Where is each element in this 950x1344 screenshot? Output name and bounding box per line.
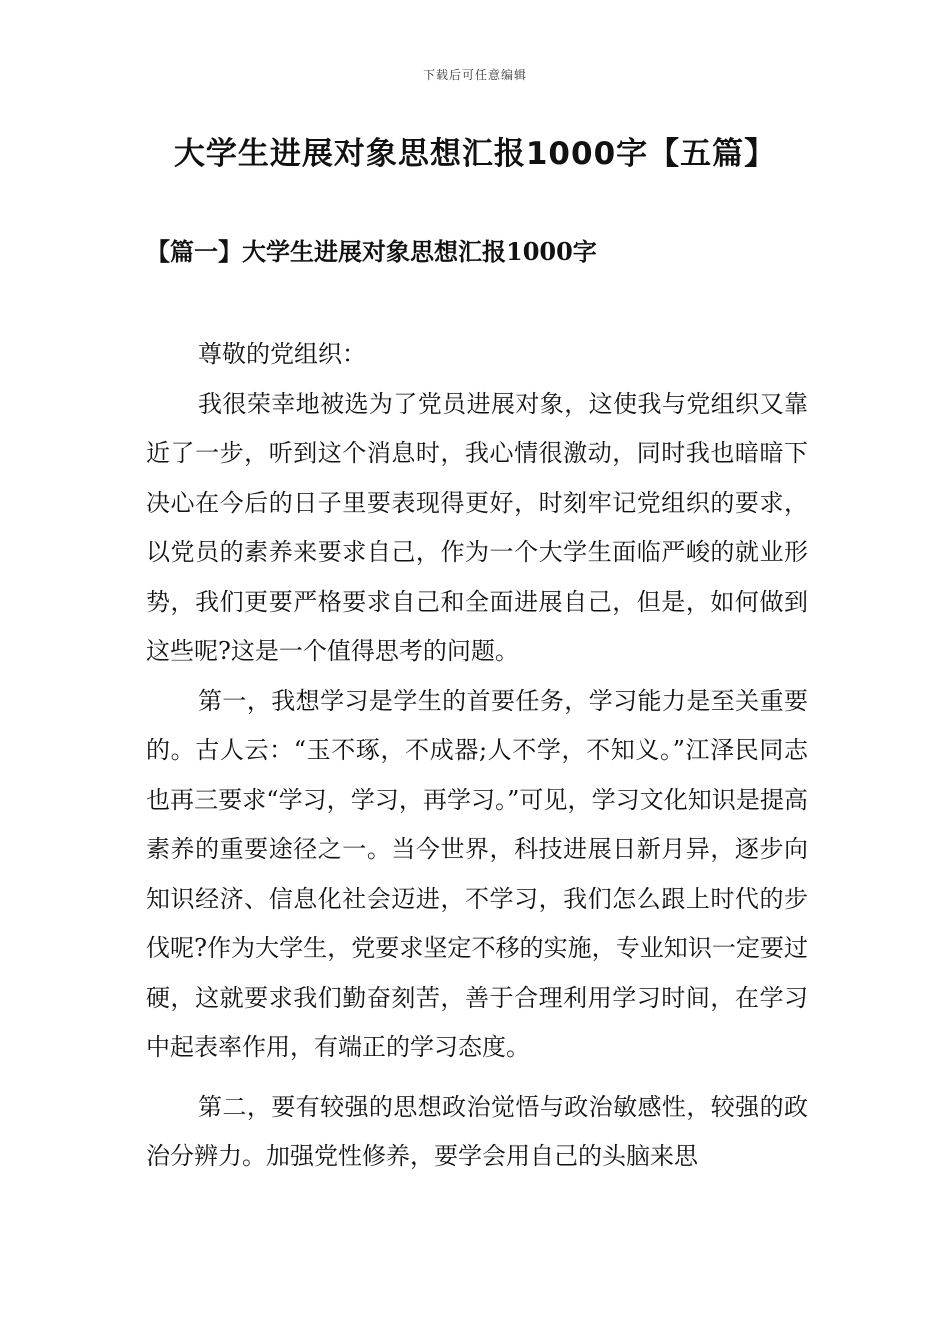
paragraph-3: 第二，要有较强的思想政治觉悟与政治敏感性，较强的政治分辨力。加强党性修养，要学会用自己的头脑来思 (146, 1092, 808, 1170)
document-body (146, 330, 808, 1182)
paragraph-2: 第一，我想学习是学生的首要任务，学习能力是至关重要的。古人云：“玉不琢，不成器;人不学，不知义。”江泽民同志也再三要求“学习，学习，再学习。”可见，学习文化知识是提高素养的重要途径之一。当今世界，科技进展日新月异，逐步向知识经济、信息化社会迈进，不学习，我们怎么跟上时代的步伐呢?作为大学生，党要求坚定不移的实施，专业知识一定要过硬，这就要求我们勤奋刻苦，善于合理利用学习时间，在学习中起表率作用，有端正的学习态度。 (146, 686, 808, 1061)
header-note: 下载后可任意编辑 (422, 68, 527, 82)
document-title: 大学生进展对象思想汇报1000字【五篇】 (173, 136, 777, 172)
salutation: 尊敬的党组织： (198, 340, 366, 368)
section-heading: 【篇一】大学生进展对象思想汇报1000字 (146, 237, 597, 266)
paragraph-1: 我很荣幸地被选为了党员进展对象，这使我与党组织又靠近了一步，听到这个消息时，我心情很激动，同时我也暗暗下决心在今后的日子里要表现得更好，时刻牢记党组织的要求，以党员的素养来要求自己，作为一个大学生面临严峻的就业形势，我们更要严格要求自己和全面进展自己，但是，如何做到这些呢?这是一个值得思考的问题。 (146, 389, 808, 665)
